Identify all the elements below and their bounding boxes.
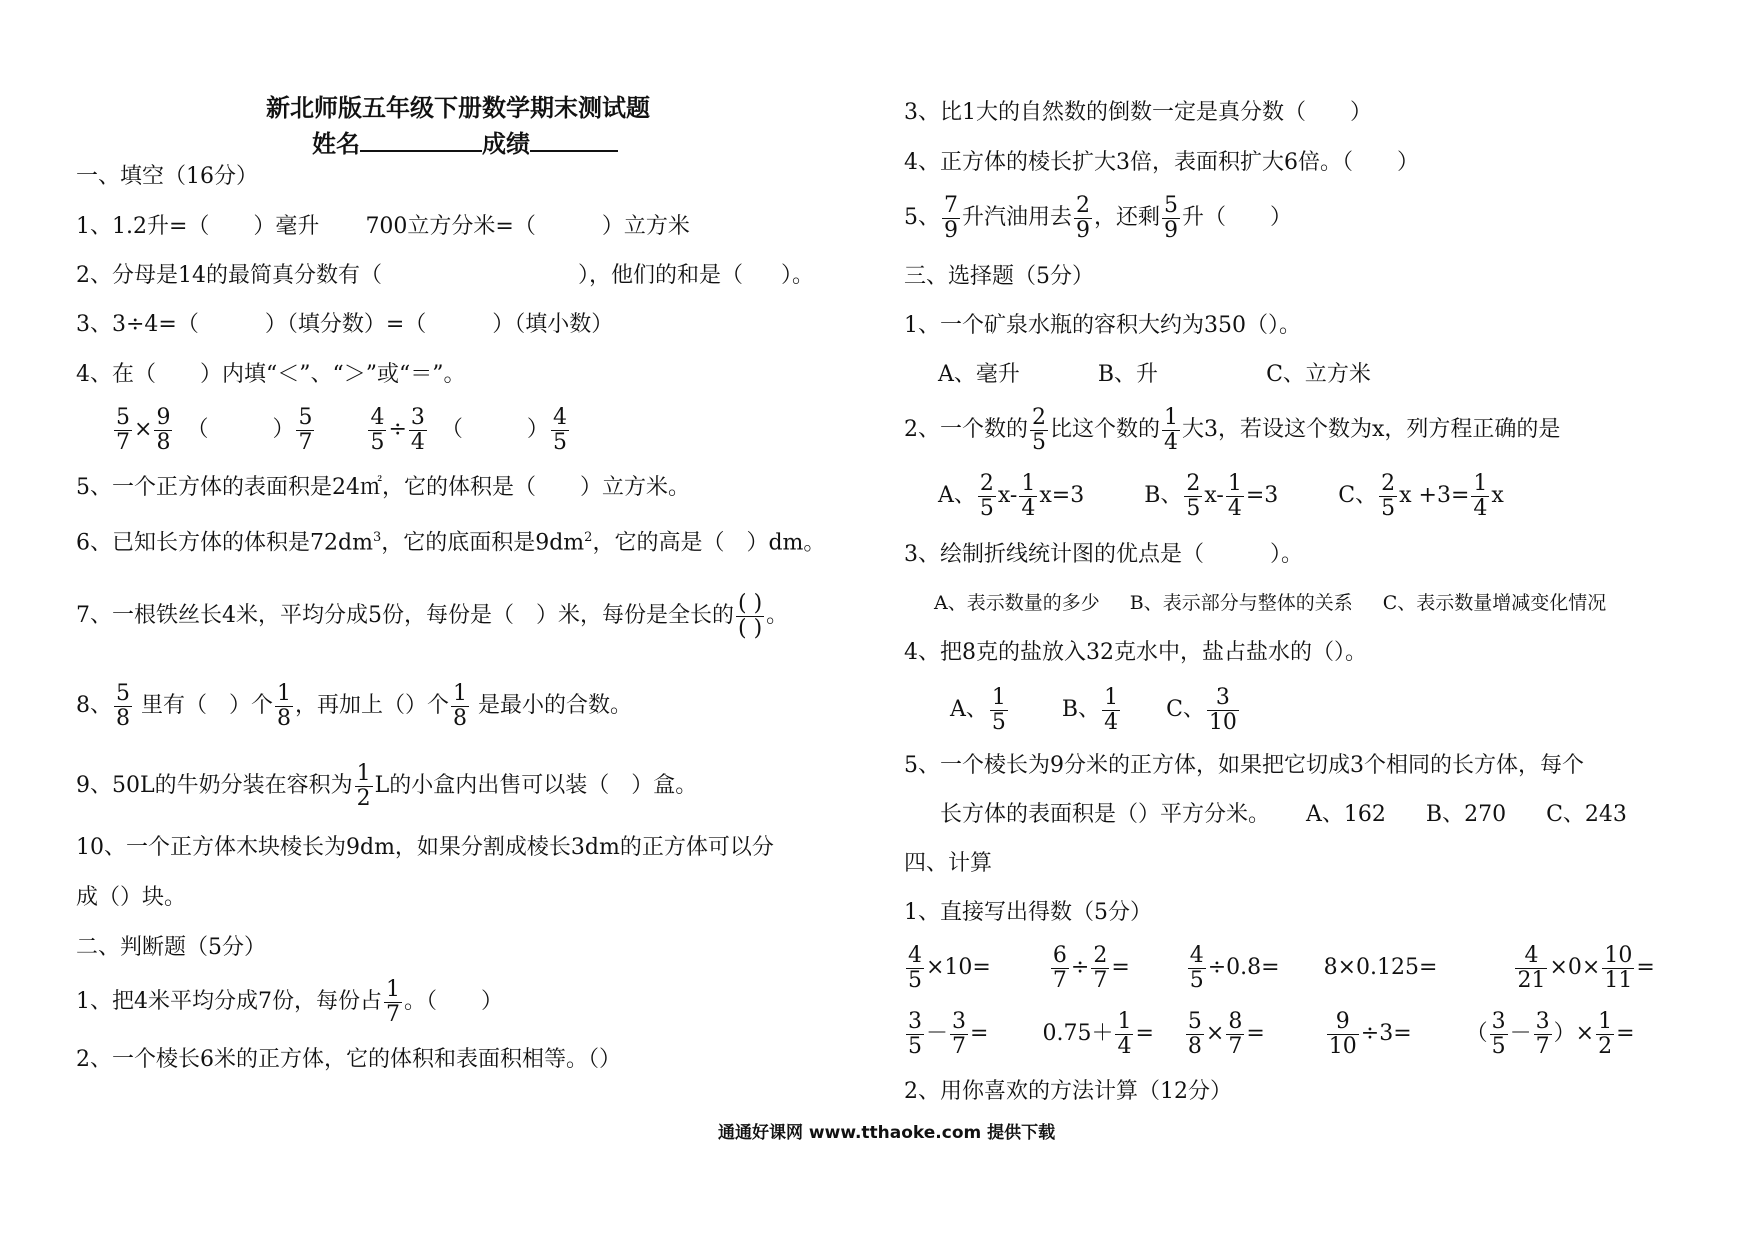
fraction-3-5: $\frac{3}{5}$ bbox=[1491, 1008, 1506, 1059]
calc-text: = bbox=[1616, 1021, 1635, 1046]
option-c: C、 bbox=[1166, 697, 1205, 722]
section-1-heading: 一、填空（16分） bbox=[76, 164, 258, 189]
footer-credit: 通通好课网 www.tthaoke.com 提供下载 bbox=[718, 1123, 1056, 1143]
option-a: A、 bbox=[950, 697, 988, 722]
s3-question-2 bbox=[904, 400, 1560, 460]
score-blank bbox=[530, 130, 618, 152]
q7-end: 。 bbox=[766, 603, 789, 628]
calc-text: = bbox=[1636, 955, 1655, 980]
score-label: 成绩 bbox=[482, 129, 530, 158]
q2-part-c: ）。 bbox=[781, 263, 815, 288]
q3-part-c: ）（填小数） bbox=[492, 312, 614, 337]
x-plus-3: x +3= bbox=[1399, 483, 1470, 508]
calc-text: － bbox=[1509, 1021, 1532, 1046]
q1-part-a: 1、1.2升=（ bbox=[76, 214, 210, 239]
q9-part-b: L的小盒内出售可以装（ ）盒。 bbox=[374, 773, 698, 798]
q2-part-b: ），他们的和是（ bbox=[578, 263, 744, 288]
calc-text: － bbox=[926, 1021, 949, 1046]
section-4-heading: 四、计算 bbox=[904, 851, 993, 876]
s2-q5-num: 5、 bbox=[904, 205, 940, 230]
s1-question-5: 5、一个正方体的表面积是24㎡，它的体积是（ ）立方米。 bbox=[76, 475, 690, 500]
fraction-blank: $\frac{( )}{( )}$ bbox=[738, 590, 763, 641]
page-title: 新北师版五年级下册数学期末测试题 bbox=[266, 93, 650, 122]
s3-question-4-options bbox=[950, 680, 1241, 740]
s3-q5-text: 长方体的表面积是（）平方分米。 bbox=[940, 802, 1271, 827]
fraction-3-7: $\frac{3}{7}$ bbox=[1535, 1008, 1550, 1059]
s2-question-2: 2、一个棱长6米的正方体，它的体积和表面积相等。（） bbox=[76, 1047, 621, 1072]
compare-blank-close: ） bbox=[526, 417, 549, 442]
compare-blank-close: ） bbox=[272, 417, 295, 442]
x-end: x bbox=[1491, 483, 1504, 508]
student-info-line bbox=[312, 124, 618, 159]
fraction-3-7: $\frac{3}{7}$ bbox=[952, 1008, 967, 1059]
s4-sub-1: 1、直接写出得数（5分） bbox=[904, 900, 1152, 925]
times-sign: × bbox=[134, 417, 153, 442]
q1-part-b: ）毫升 bbox=[253, 214, 320, 239]
option-a: A、表示数量的多少 bbox=[934, 592, 1100, 614]
option-c: C、 bbox=[1338, 483, 1378, 508]
s3-question-3: 3、绘制折线统计图的优点是（ ）。 bbox=[904, 542, 1303, 567]
name-label: 姓名 bbox=[312, 129, 360, 158]
option-c: C、立方米 bbox=[1266, 362, 1371, 387]
option-b: B、 bbox=[1144, 483, 1183, 508]
q7-text: 7、一根铁丝长4米，平均分成5份，每份是（ ）米，每份是全长的 bbox=[76, 603, 734, 628]
s3-question-5-line-1: 5、一个棱长为9分米的正方体，如果把它切成3个相同的长方体，每个 bbox=[904, 753, 1584, 778]
x-minus: x- bbox=[1204, 483, 1224, 508]
s1-question-2 bbox=[76, 261, 814, 291]
s1-question-9 bbox=[76, 756, 697, 816]
calc-text: ×0× bbox=[1549, 955, 1601, 980]
s1-question-3 bbox=[76, 310, 613, 340]
q8-part-b: 里有（ ）个 bbox=[134, 693, 273, 718]
s2-question-4: 4、正方体的棱长扩大3倍，表面积扩大6倍。（ ） bbox=[904, 150, 1419, 175]
fraction-2-7: $\frac{2}{7}$ bbox=[1093, 942, 1108, 993]
s1-question-8 bbox=[76, 676, 632, 736]
q6-cube-sup: 3 bbox=[372, 530, 382, 545]
calc-text: ÷0.8= bbox=[1207, 955, 1280, 980]
s3-question-1-options bbox=[938, 360, 1371, 390]
name-blank bbox=[360, 130, 482, 152]
fraction-7-9: $\frac{7}{9}$ bbox=[944, 192, 958, 243]
s3-q2-part-c: 大3，若设这个数为x，列方程正确的是 bbox=[1182, 417, 1561, 442]
fraction-2-5: $\frac{2}{5}$ bbox=[1381, 470, 1396, 521]
calc-text: ×10= bbox=[926, 955, 991, 980]
fraction-1-4: $\frac{1}{4}$ bbox=[1021, 470, 1036, 521]
s3-q2-part-a: 2、一个数的 bbox=[904, 417, 1028, 442]
fraction-3-5: $\frac{3}{5}$ bbox=[908, 1008, 922, 1059]
calc-text: 8×0.125= bbox=[1323, 955, 1438, 980]
fraction-4-21: $\frac{4}{21}$ bbox=[1517, 942, 1546, 993]
s2-question-3: 3、比1大的自然数的倒数一定是真分数（ ） bbox=[904, 100, 1372, 125]
s1-question-1 bbox=[76, 212, 690, 242]
fraction-4-5: $\frac{4}{5}$ bbox=[370, 404, 385, 455]
q6-part-c: ，它的高是（ ）dm。 bbox=[592, 530, 826, 556]
s1-question-4: 4、在（ ）内填“＜”、“＞”或“＝”。 bbox=[76, 362, 466, 387]
calc-text: = bbox=[1246, 1021, 1265, 1046]
s3-question-1: 1、一个矿泉水瓶的容积大约为350（）。 bbox=[904, 313, 1301, 338]
s1-question-10-line-1: 10、一个正方体木块棱长为9dm，如果分割成棱长3dm的正方体可以分 bbox=[76, 835, 774, 860]
s3-question-4: 4、把8克的盐放入32克水中，盐占盐水的（）。 bbox=[904, 640, 1367, 665]
fraction-1-8: $\frac{1}{8}$ bbox=[453, 680, 468, 731]
fraction-3-10: $\frac{3}{10}$ bbox=[1208, 684, 1237, 735]
s1-question-4-comparisons bbox=[112, 400, 571, 460]
fraction-5-8: $\frac{5}{8}$ bbox=[1187, 1008, 1202, 1059]
option-b: B、 bbox=[1061, 697, 1101, 722]
calc-text: = bbox=[970, 1021, 989, 1046]
calc-text: ÷ bbox=[1070, 955, 1090, 980]
section-3-heading: 三、选择题（5分） bbox=[904, 264, 1094, 289]
eq-3: =3 bbox=[1245, 483, 1279, 508]
calc-text: ÷3= bbox=[1360, 1021, 1412, 1046]
q6-square-sup: 2 bbox=[584, 530, 593, 545]
x-eq-3: x=3 bbox=[1039, 483, 1085, 508]
s2-q5-part-c: ，还剩 bbox=[1094, 205, 1161, 230]
calc-text: = bbox=[1111, 955, 1130, 980]
s3-question-3-options bbox=[934, 588, 1606, 618]
calc-text: × bbox=[1205, 1021, 1225, 1046]
fraction-10-11: $\frac{10}{11}$ bbox=[1604, 942, 1633, 993]
option-a: A、162 bbox=[1306, 802, 1386, 827]
s4-calc-row-2 bbox=[904, 1004, 1635, 1064]
q3-part-b: ）（填分数）=（ bbox=[264, 312, 427, 337]
q6-part-b: ，它的底面积是9dm bbox=[381, 530, 585, 556]
fraction-2-5: $\frac{2}{5}$ bbox=[1186, 470, 1201, 521]
calc-text: 0.75＋ bbox=[1042, 1021, 1114, 1046]
q8-part-c: ，再加上（）个 bbox=[295, 693, 450, 718]
section-2-heading: 二、判断题（5分） bbox=[76, 935, 266, 960]
s1-question-6 bbox=[76, 523, 825, 558]
q8-num: 8、 bbox=[76, 693, 112, 718]
compare-blank-open: （ bbox=[440, 417, 463, 442]
s4-calc-row-1 bbox=[904, 938, 1655, 998]
s2-q1-part-a: 1、把4米平均分成7份，每份占 bbox=[76, 989, 382, 1014]
fraction-2-5: $\frac{2}{5}$ bbox=[979, 470, 994, 521]
option-b: B、升 bbox=[1097, 362, 1159, 387]
fraction-1-2: $\frac{1}{2}$ bbox=[1598, 1008, 1613, 1059]
fraction-5-8: $\frac{5}{8}$ bbox=[116, 680, 130, 731]
calc-text: = bbox=[1135, 1021, 1154, 1046]
option-c: C、表示数量增减变化情况 bbox=[1382, 592, 1607, 614]
fraction-1-5: $\frac{1}{5}$ bbox=[991, 684, 1006, 735]
q6-part-a: 6、已知长方体的体积是72dm bbox=[76, 530, 373, 556]
divide-sign: ÷ bbox=[388, 417, 407, 442]
fraction-5-7: $\frac{5}{7}$ bbox=[116, 404, 130, 455]
q1-part-d: ）立方米 bbox=[601, 214, 690, 239]
q2-part-a: 2、分母是14的最简真分数有（ bbox=[76, 263, 382, 288]
fraction-8-7: $\frac{8}{7}$ bbox=[1228, 1008, 1243, 1059]
compare-blank-open: （ bbox=[186, 417, 209, 442]
s2-q5-part-d: 升（ ） bbox=[1182, 205, 1293, 230]
fraction-9-8: $\frac{9}{8}$ bbox=[156, 404, 171, 455]
s3-question-2-options bbox=[938, 466, 1504, 526]
fraction-1-4: $\frac{1}{4}$ bbox=[1227, 470, 1242, 521]
s1-question-10-line-2: 成（）块。 bbox=[76, 885, 187, 910]
fraction-4-5: $\frac{4}{5}$ bbox=[908, 942, 922, 993]
fraction-1-2: $\frac{1}{2}$ bbox=[356, 760, 371, 811]
fraction-5-7: $\frac{5}{7}$ bbox=[298, 404, 313, 455]
option-b: B、表示部分与整体的关系 bbox=[1129, 592, 1353, 614]
s2-question-5 bbox=[904, 188, 1292, 248]
fraction-2-9: $\frac{2}{9}$ bbox=[1076, 192, 1091, 243]
s3-q2-part-b: 比这个数的 bbox=[1050, 417, 1161, 442]
s4-sub-2: 2、用你喜欢的方法计算（12分） bbox=[904, 1079, 1232, 1104]
fraction-3-4: $\frac{3}{4}$ bbox=[410, 404, 425, 455]
s2-question-1 bbox=[76, 972, 503, 1032]
fraction-1-4: $\frac{1}{4}$ bbox=[1104, 684, 1119, 735]
fraction-5-9: $\frac{5}{9}$ bbox=[1164, 192, 1179, 243]
fraction-1-4: $\frac{1}{4}$ bbox=[1117, 1008, 1132, 1059]
q3-part-a: 3、3÷4=（ bbox=[76, 312, 199, 337]
calc-text: ）× bbox=[1553, 1021, 1595, 1046]
s2-q5-part-b: 升汽油用去 bbox=[962, 205, 1073, 230]
s2-q1-part-b: 。（ ） bbox=[404, 989, 504, 1014]
q9-part-a: 9、50L的牛奶分装在容积为 bbox=[76, 773, 353, 798]
fraction-9-10: $\frac{9}{10}$ bbox=[1328, 1008, 1357, 1059]
fraction-4-5: $\frac{4}{5}$ bbox=[552, 404, 567, 455]
option-b: B、270 bbox=[1425, 802, 1507, 827]
q8-part-d: 是最小的合数。 bbox=[471, 693, 633, 718]
fraction-1-8: $\frac{1}{8}$ bbox=[277, 680, 291, 731]
x-minus: x- bbox=[997, 483, 1018, 508]
option-a: A、毫升 bbox=[938, 362, 1020, 387]
s1-question-7 bbox=[76, 586, 788, 646]
fraction-1-7: $\frac{1}{7}$ bbox=[386, 976, 400, 1027]
q1-part-c: 700立方分米=（ bbox=[365, 214, 536, 239]
fraction-2-5: $\frac{2}{5}$ bbox=[1032, 404, 1046, 455]
s3-question-5-line-2 bbox=[940, 800, 1627, 830]
fraction-4-5: $\frac{4}{5}$ bbox=[1189, 942, 1204, 993]
option-c: C、243 bbox=[1546, 802, 1627, 827]
fraction-1-4: $\frac{1}{4}$ bbox=[1473, 470, 1488, 521]
fraction-1-4: $\frac{1}{4}$ bbox=[1164, 404, 1179, 455]
option-a: A、 bbox=[938, 483, 976, 508]
calc-text: （ bbox=[1465, 1021, 1488, 1046]
fraction-6-7: $\frac{6}{7}$ bbox=[1052, 942, 1067, 993]
